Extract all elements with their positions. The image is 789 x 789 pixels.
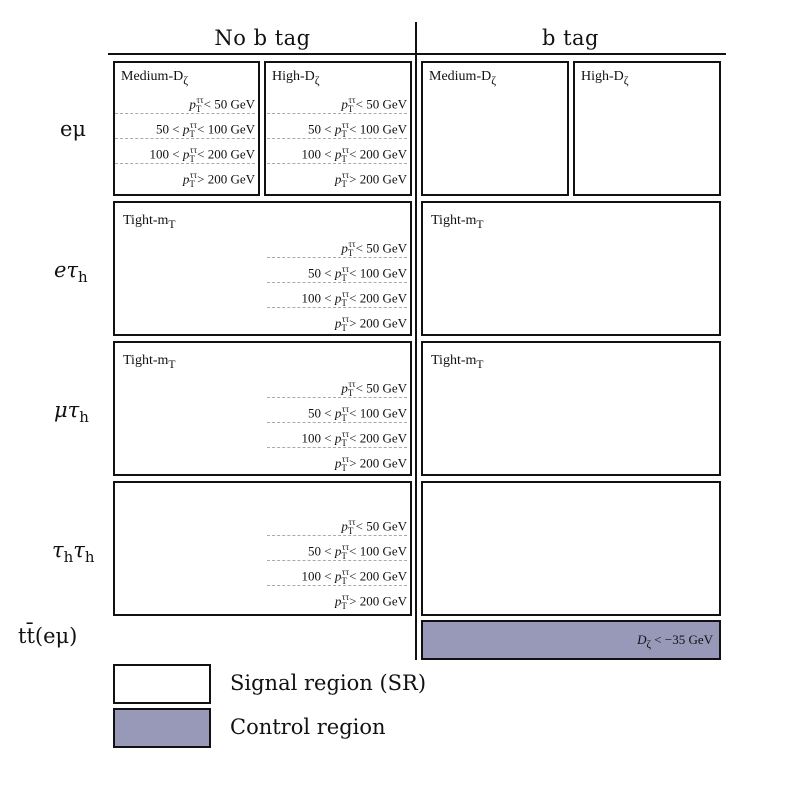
row-label-tautau-a: τ bbox=[52, 538, 64, 562]
pt-superscript: ττ bbox=[341, 264, 350, 274]
category-label-text: Medium-D bbox=[429, 69, 492, 84]
pt-subscript: T bbox=[341, 297, 347, 308]
pt-superscript: ττ bbox=[189, 145, 198, 155]
pt-cuts bbox=[267, 233, 407, 332]
pt-cut-lower: 100 < bbox=[301, 430, 335, 446]
pt-cut-lower: 100 < bbox=[149, 146, 183, 162]
pt-superscript: ττ bbox=[189, 120, 198, 130]
pt-cuts bbox=[115, 89, 255, 188]
pt-cut-row bbox=[267, 373, 407, 397]
pt-symbol: p bbox=[334, 121, 342, 137]
pt-cut-upper: < 200 GeV bbox=[349, 568, 407, 584]
category-label-text: Tight-m bbox=[431, 353, 477, 368]
pt-symbol: p bbox=[334, 146, 342, 162]
pt-cut-lower: 100 < bbox=[301, 568, 335, 584]
pt-symbol: p bbox=[334, 455, 342, 471]
pt-cut-row bbox=[267, 113, 407, 138]
pt-cut-row bbox=[115, 163, 255, 188]
pt-symbol: p bbox=[334, 171, 342, 187]
pt-cut-upper: < 50 GeV bbox=[355, 380, 407, 396]
legend-signal-label: Signal region (SR) bbox=[230, 671, 427, 695]
pt-superscript: ττ bbox=[341, 429, 350, 439]
pt-cut-row bbox=[267, 422, 407, 447]
pt-symbol: p bbox=[334, 290, 342, 306]
pt-cut-row bbox=[115, 113, 255, 138]
pt-cut-lower: 50 < bbox=[308, 543, 335, 559]
pt-subscript: T bbox=[347, 103, 354, 114]
pt-superscript: ττ bbox=[341, 592, 350, 602]
pt-cut-lower: 50 < bbox=[308, 405, 335, 421]
pt-symbol: p bbox=[334, 430, 342, 446]
pt-subscript: T bbox=[341, 575, 347, 586]
pt-cut-upper: > 200 GeV bbox=[349, 315, 407, 331]
pt-subscript: T bbox=[195, 103, 202, 114]
pt-subscript: T bbox=[189, 153, 195, 164]
pt-cuts bbox=[267, 89, 407, 188]
pt-superscript: ττ bbox=[341, 454, 350, 464]
pt-superscript: ττ bbox=[341, 120, 350, 130]
pt-cut-lower: 50 < bbox=[308, 121, 335, 137]
category-label bbox=[121, 69, 188, 87]
control-cut-sub: ζ bbox=[646, 638, 652, 651]
pt-subscript: T bbox=[347, 525, 354, 536]
category-label-sub: T bbox=[168, 217, 176, 231]
pt-superscript: ττ bbox=[341, 542, 350, 552]
pt-cut-upper: < 100 GeV bbox=[349, 543, 407, 559]
category-label-sub: ζ bbox=[314, 73, 320, 87]
pt-subscript: T bbox=[341, 412, 347, 423]
pt-cut-row bbox=[267, 397, 407, 422]
pt-cut-upper: < 100 GeV bbox=[349, 265, 407, 281]
row-label-ttbar-text: tt̄(eμ) bbox=[18, 624, 78, 648]
pt-cut-upper: < 50 GeV bbox=[355, 96, 407, 112]
pt-cut-lower: 50 < bbox=[156, 121, 183, 137]
box-tautau-btag bbox=[421, 481, 721, 616]
pt-superscript: ττ bbox=[341, 567, 350, 577]
column-divider bbox=[415, 22, 417, 660]
row-label-etau bbox=[54, 258, 88, 286]
pt-cut-row bbox=[115, 89, 255, 113]
pt-symbol: p bbox=[334, 543, 342, 559]
row-label-emu bbox=[60, 117, 86, 141]
pt-cut-row bbox=[267, 138, 407, 163]
category-label bbox=[272, 69, 320, 87]
category-label-sub: ζ bbox=[491, 73, 497, 87]
category-label bbox=[431, 353, 484, 371]
pt-subscript: T bbox=[189, 128, 195, 139]
pt-superscript: ττ bbox=[348, 95, 356, 105]
control-cut-text: < −35 GeV bbox=[654, 632, 713, 647]
pt-cut-upper: < 100 GeV bbox=[349, 121, 407, 137]
pt-superscript: ττ bbox=[341, 289, 350, 299]
pt-subscript: T bbox=[189, 178, 195, 189]
pt-cut-row bbox=[267, 233, 407, 257]
pt-subscript: T bbox=[341, 128, 347, 139]
category-label-text: Tight-m bbox=[431, 213, 477, 228]
pt-symbol: p bbox=[334, 568, 342, 584]
pt-subscript: T bbox=[341, 550, 347, 561]
pt-superscript: ττ bbox=[341, 314, 350, 324]
pt-subscript: T bbox=[341, 272, 347, 283]
pt-cut-upper: < 100 GeV bbox=[349, 405, 407, 421]
pt-cut-upper: > 200 GeV bbox=[349, 171, 407, 187]
category-label-sub: ζ bbox=[183, 73, 189, 87]
pt-cut-upper: < 200 GeV bbox=[197, 146, 255, 162]
category-label-sub: ζ bbox=[623, 73, 629, 87]
row-label-tautau-a-sub: h bbox=[63, 548, 74, 567]
pt-cut-lower: 100 < bbox=[301, 290, 335, 306]
pt-symbol: p bbox=[341, 380, 348, 396]
pt-cuts bbox=[267, 373, 407, 472]
box-etau-nobtag bbox=[113, 201, 412, 336]
pt-symbol: p bbox=[341, 96, 348, 112]
category-label-sub: T bbox=[476, 217, 484, 231]
row-label-tautau-b-sub: h bbox=[84, 548, 95, 567]
pt-subscript: T bbox=[341, 462, 347, 473]
box-ttbar-control bbox=[421, 620, 721, 660]
row-label-tautau-b: τ bbox=[73, 538, 85, 562]
category-label bbox=[431, 213, 484, 231]
pt-cut-upper: < 200 GeV bbox=[349, 290, 407, 306]
category-label bbox=[429, 69, 496, 87]
row-label-emu-text: eμ bbox=[60, 117, 87, 141]
category-label-text: High-D bbox=[581, 69, 624, 84]
header-rule bbox=[108, 53, 726, 55]
box-tautau-nobtag bbox=[113, 481, 412, 616]
category-label-text: Tight-m bbox=[123, 353, 169, 368]
legend-control-swatch bbox=[113, 708, 211, 748]
pt-cut-row bbox=[267, 511, 407, 535]
control-cut-var: D bbox=[637, 632, 647, 647]
category-label-sub: T bbox=[476, 357, 484, 371]
pt-subscript: T bbox=[341, 322, 347, 333]
pt-subscript: T bbox=[341, 600, 347, 611]
row-label-etau-main: eτ bbox=[54, 258, 79, 282]
pt-cut-upper: > 200 GeV bbox=[349, 455, 407, 471]
pt-symbol: p bbox=[182, 146, 190, 162]
pt-superscript: ττ bbox=[341, 404, 350, 414]
box-mutau-nobtag bbox=[113, 341, 412, 476]
pt-cuts bbox=[267, 511, 407, 610]
pt-cut-row bbox=[267, 307, 407, 332]
pt-subscript: T bbox=[347, 247, 354, 258]
pt-cut-row bbox=[115, 138, 255, 163]
pt-symbol: p bbox=[341, 518, 348, 534]
pt-superscript: ττ bbox=[341, 170, 350, 180]
pt-symbol: p bbox=[341, 240, 348, 256]
row-label-mutau bbox=[54, 398, 89, 426]
header-btag: b tag bbox=[541, 26, 600, 50]
pt-cut-upper: < 50 GeV bbox=[355, 518, 407, 534]
category-label-text: Tight-m bbox=[123, 213, 169, 228]
pt-cut-upper: < 50 GeV bbox=[203, 96, 255, 112]
pt-cut-row bbox=[267, 447, 407, 472]
pt-cut-lower: 50 < bbox=[308, 265, 335, 281]
pt-superscript: ττ bbox=[348, 379, 356, 389]
pt-subscript: T bbox=[341, 437, 347, 448]
pt-symbol: p bbox=[182, 171, 190, 187]
pt-symbol: p bbox=[334, 593, 342, 609]
pt-superscript: ττ bbox=[196, 95, 204, 105]
pt-symbol: p bbox=[334, 315, 342, 331]
category-label-text: Medium-D bbox=[121, 69, 184, 84]
pt-superscript: ττ bbox=[189, 170, 198, 180]
pt-symbol: p bbox=[334, 405, 342, 421]
box-emu-btag-medium bbox=[421, 61, 569, 196]
pt-cut-row bbox=[267, 282, 407, 307]
row-label-tautau bbox=[52, 538, 95, 566]
category-label bbox=[581, 69, 629, 87]
category-label bbox=[123, 353, 176, 371]
control-cut-label bbox=[637, 632, 713, 651]
pt-superscript: ττ bbox=[341, 145, 350, 155]
pt-symbol: p bbox=[189, 96, 196, 112]
pt-cut-upper: < 200 GeV bbox=[349, 146, 407, 162]
pt-subscript: T bbox=[347, 387, 354, 398]
pt-cut-upper: > 200 GeV bbox=[197, 171, 255, 187]
legend-control-label: Control region bbox=[230, 715, 386, 739]
pt-superscript: ττ bbox=[348, 517, 356, 527]
pt-cut-upper: > 200 GeV bbox=[349, 593, 407, 609]
row-label-ttbar bbox=[18, 624, 77, 648]
pt-cut-row bbox=[267, 560, 407, 585]
pt-cut-upper: < 200 GeV bbox=[349, 430, 407, 446]
pt-cut-row bbox=[267, 163, 407, 188]
box-emu-nobtag-high bbox=[264, 61, 412, 196]
pt-symbol: p bbox=[182, 121, 190, 137]
row-label-mutau-main: μτ bbox=[54, 398, 80, 422]
pt-cut-row bbox=[267, 257, 407, 282]
category-label-text: High-D bbox=[272, 69, 315, 84]
pt-cut-upper: < 100 GeV bbox=[197, 121, 255, 137]
box-emu-btag-high bbox=[573, 61, 721, 196]
box-emu-nobtag-medium bbox=[113, 61, 260, 196]
pt-cut-row bbox=[267, 535, 407, 560]
pt-cut-lower: 100 < bbox=[301, 146, 335, 162]
row-label-etau-sub: h bbox=[78, 268, 88, 287]
category-label bbox=[123, 213, 176, 231]
row-label-mutau-sub: h bbox=[79, 408, 89, 427]
box-etau-btag bbox=[421, 201, 721, 336]
pt-subscript: T bbox=[341, 178, 347, 189]
box-mutau-btag bbox=[421, 341, 721, 476]
header-no-btag: No b tag bbox=[214, 26, 311, 50]
pt-superscript: ττ bbox=[348, 239, 356, 249]
pt-cut-upper: < 50 GeV bbox=[355, 240, 407, 256]
pt-cut-row bbox=[267, 89, 407, 113]
category-label-sub: T bbox=[168, 357, 176, 371]
pt-cut-row bbox=[267, 585, 407, 610]
pt-subscript: T bbox=[341, 153, 347, 164]
pt-symbol: p bbox=[334, 265, 342, 281]
legend-signal-swatch bbox=[113, 664, 211, 704]
